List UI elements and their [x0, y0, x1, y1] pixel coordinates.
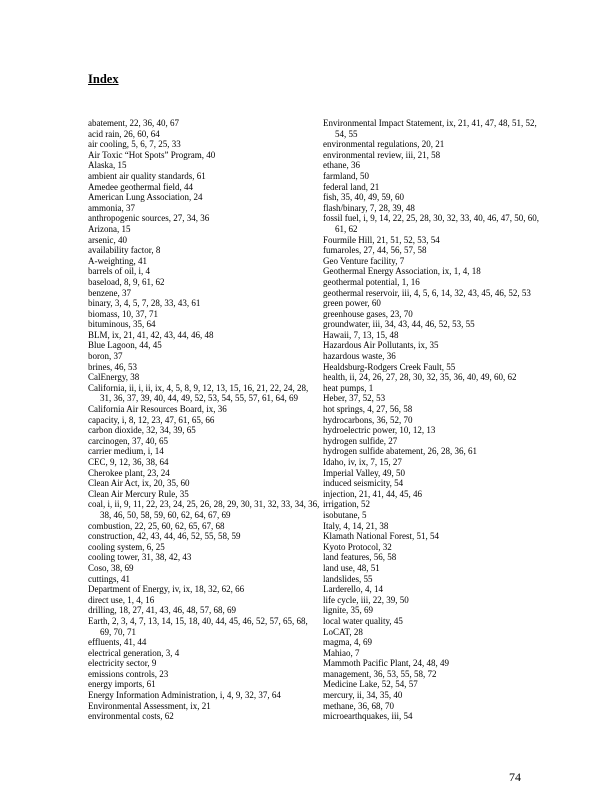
index-entry: Air Toxic “Hot Spots” Program, 40: [88, 149, 216, 160]
index-entry: carrier medium, i, 14: [88, 446, 164, 457]
index-entry: Mahiao, 7: [323, 647, 360, 658]
index-entry: fumaroles, 27, 44, 56, 57, 58: [323, 245, 427, 256]
index-entry: Larderello, 4, 14: [323, 584, 383, 595]
index-entry: Healdsburg-Rodgers Creek Fault, 55: [323, 361, 456, 372]
index-entry: energy imports, 61: [88, 679, 156, 690]
index-entry: hazardous waste, 36: [323, 351, 396, 362]
index-entry: hydrogen sulfide abatement, 26, 28, 36, 61: [323, 446, 477, 457]
index-entry: magma, 4, 69: [323, 637, 372, 648]
page-number: 74: [509, 770, 521, 784]
index-entry: ammonia, 37: [88, 202, 135, 213]
index-entry: Arizona, 15: [88, 223, 131, 234]
index-entry: direct use, 1, 4, 16: [88, 594, 155, 605]
index-entry: Environmental Impact Statement, ix, 21, 41, 47, 48, 51, 52, 54, 55: [323, 118, 537, 139]
index-entry: induced seismicity, 54: [323, 478, 404, 489]
index-entry: Hazardous Air Pollutants, ix, 35: [323, 340, 439, 351]
index-entry: Heber, 37, 52, 53: [323, 393, 386, 404]
index-entry: landslides, 55: [323, 573, 373, 584]
index-entry: Blue Lagoon, 44, 45: [88, 340, 162, 351]
index-entry: fish, 35, 40, 49, 59, 60: [323, 192, 404, 203]
index-entry: Clean Air Mercury Rule, 35: [88, 488, 189, 499]
index-entry: hydrogen sulfide, 27: [323, 435, 398, 446]
index-entry: Italy, 4, 14, 21, 38: [323, 520, 389, 531]
index-entry: drilling, 18, 27, 41, 43, 46, 48, 57, 68, 69: [88, 605, 236, 616]
index-entry: greenhouse gases, 23, 70: [323, 308, 413, 319]
index-entry: Earth, 2, 3, 4, 7, 13, 14, 15, 18, 40, 44, 45, 46, 52, 57, 65, 68, 69, 70, 71: [88, 615, 308, 637]
index-entry: Imperial Valley, 49, 50: [323, 467, 405, 478]
index-entry: hot springs, 4, 27, 56, 58: [323, 404, 413, 415]
index-entry: abatement, 22, 36, 40, 67: [88, 118, 179, 128]
index-entry: mercury, ii, 34, 35, 40: [323, 690, 403, 701]
index-entry: A-weighting, 41: [88, 255, 147, 266]
index-entry: Medicine Lake, 52, 54, 57: [323, 679, 418, 690]
index-entry: baseload, 8, 9, 61, 62: [88, 276, 165, 287]
index-entry: air cooling, 5, 6, 7, 25, 33: [88, 139, 181, 150]
index-entry: Geothermal Energy Association, ix, 1, 4, 18: [323, 266, 481, 277]
index-entry: Coso, 38, 69: [88, 562, 134, 573]
index-entry: Environmental Assessment, ix, 21: [88, 700, 211, 711]
index-entry: local water quality, 45: [323, 615, 403, 626]
index-entry: fossil fuel, i, 9, 14, 22, 25, 28, 30, 32, 33, 40, 46, 47, 50, 60, 61, 62: [323, 213, 539, 234]
index-entry: acid rain, 26, 60, 64: [88, 128, 160, 139]
index-entry: flash/binary, 7, 28, 39, 48: [323, 202, 415, 213]
index-entry: environmental regulations, 20, 21: [323, 139, 445, 150]
index-entry: coal, i, ii, 9, 11, 22, 23, 24, 25, 26, 28, 29, 30, 31, 32, 33, 34, 36, 38, 46, 50, 58, 59, 60, 62, 64, 67, 69: [88, 499, 320, 520]
index-entry: American Lung Association, 24: [88, 192, 203, 203]
index-column-left: [88, 118, 320, 722]
index-entry: methane, 36, 68, 70: [323, 700, 394, 711]
index-entry: injection, 21, 41, 44, 45, 46: [323, 488, 422, 499]
index-entry: environmental costs, 62: [88, 711, 174, 722]
index-entry: barrels of oil, i, 4: [88, 266, 150, 277]
index-entry: irrigation, 52: [323, 499, 370, 510]
index-entry: geothermal potential, 1, 16: [323, 276, 420, 287]
index-entry: ethane, 36: [323, 160, 360, 171]
index-entry: effluents, 41, 44: [88, 637, 147, 648]
index-entry: bituminous, 35, 64: [88, 319, 156, 330]
index-entry: boron, 37: [88, 351, 123, 362]
index-entry: lignite, 35, 69: [323, 605, 373, 616]
index-entry: land features, 56, 58: [323, 552, 397, 563]
index-entry: environmental review, iii, 21, 58: [323, 149, 441, 160]
index-entry: cooling tower, 31, 38, 42, 43: [88, 552, 192, 563]
index-entry: green power, 60: [323, 298, 381, 309]
index-entry: carcinogen, 37, 40, 65: [88, 435, 168, 446]
index-entry: emissions controls, 23: [88, 668, 169, 679]
index-entry: management, 36, 53, 55, 58, 72: [323, 668, 437, 679]
index-entry: capacity, i, 8, 12, 23, 47, 61, 65, 66: [88, 414, 215, 425]
index-entry: combustion, 22, 25, 60, 62, 65, 67, 68: [88, 520, 225, 531]
index-entry: heat pumps, 1: [323, 382, 374, 393]
index-entry: electricity sector, 9: [88, 658, 157, 669]
index-entry: Kyoto Protocol, 32: [323, 541, 392, 552]
index-entry: anthropogenic sources, 27, 34, 36: [88, 213, 210, 224]
index-entry: federal land, 21: [323, 181, 380, 192]
index-entry: cooling system, 6, 25: [88, 541, 165, 552]
index-entry: California, ii, i, ii, ix, 4, 5, 8, 9, 12, 13, 15, 16, 21, 22, 24, 28, 31, 36, 37, 39, 40, 44, 49, 52, 53, 54, 55, 57, 61, 64, 69: [88, 382, 309, 404]
index-entry: geothermal reservoir, iii, 4, 5, 6, 14, 32, 43, 45, 46, 52, 53: [323, 287, 531, 298]
index-entry: ambient air quality standards, 61: [88, 170, 206, 181]
index-entry: binary, 3, 4, 5, 7, 28, 33, 43, 61: [88, 298, 201, 309]
index-entry: Department of Energy, iv, ix, 18, 32, 62, 66: [88, 584, 245, 595]
index-entry: Alaska, 15: [88, 160, 127, 171]
index-entry: benzene, 37: [88, 287, 131, 298]
index-entry: Geo Venture facility, 7: [323, 255, 405, 266]
index-entry: Klamath National Forest, 51, 54: [323, 531, 439, 542]
index-entry: CEC, 9, 12, 36, 38, 64: [88, 457, 169, 467]
index-entry: availability factor, 8: [88, 245, 161, 256]
index-entry: Cherokee plant, 23, 24: [88, 467, 170, 478]
index-entry: health, ii, 24, 26, 27, 28, 30, 32, 35, 36, 40, 49, 60, 62: [323, 372, 517, 383]
index-entry: land use, 48, 51: [323, 562, 380, 573]
index-entry: construction, 42, 43, 44, 46, 52, 55, 58, 59: [88, 531, 241, 542]
index-entry: Energy Information Administration, i, 4, 9, 32, 37, 64: [88, 690, 281, 701]
index-entry: LoCAT, 28: [323, 626, 363, 637]
index-entry: electrical generation, 3, 4: [88, 647, 180, 658]
index-entry: Mammoth Pacific Plant, 24, 48, 49: [323, 658, 449, 669]
index-entry: isobutane, 5: [323, 509, 367, 520]
index-entry: Amedee geothermal field, 44: [88, 181, 193, 192]
index-entry: cuttings, 41: [88, 573, 130, 584]
index-entry: Fourmile Hill, 21, 51, 52, 53, 54: [323, 234, 440, 245]
index-entry: microearthquakes, iii, 54: [323, 711, 413, 722]
index-entry: hydroelectric power, 10, 12, 13: [323, 425, 436, 436]
index-entry: arsenic, 40: [88, 234, 127, 245]
index-entry: Hawaii, 7, 13, 15, 48: [323, 329, 399, 340]
index-entry: life cycle, iii, 22, 39, 50: [323, 594, 409, 605]
index-entry: carbon dioxide, 32, 34, 39, 65: [88, 425, 196, 436]
index-entry: hydrocarbons, 36, 52, 70: [323, 414, 413, 425]
index-entry: Idaho, iv, ix, 7, 15, 27: [323, 457, 402, 467]
index-entry: BLM, ix, 21, 41, 42, 43, 44, 46, 48: [88, 329, 214, 340]
page-title: Index: [88, 72, 119, 86]
index-column-right: [323, 118, 549, 722]
index-entry: Clean Air Act, ix, 20, 35, 60: [88, 478, 190, 489]
index-entry: brines, 46, 53: [88, 361, 137, 372]
index-entry: CalEnergy, 38: [88, 372, 140, 383]
index-entry: farmland, 50: [323, 170, 369, 181]
index-entry: California Air Resources Board, ix, 36: [88, 404, 227, 415]
index-entry: groundwater, iii, 34, 43, 44, 46, 52, 53, 55: [323, 319, 475, 330]
index-entry: biomass, 10, 37, 71: [88, 308, 159, 319]
